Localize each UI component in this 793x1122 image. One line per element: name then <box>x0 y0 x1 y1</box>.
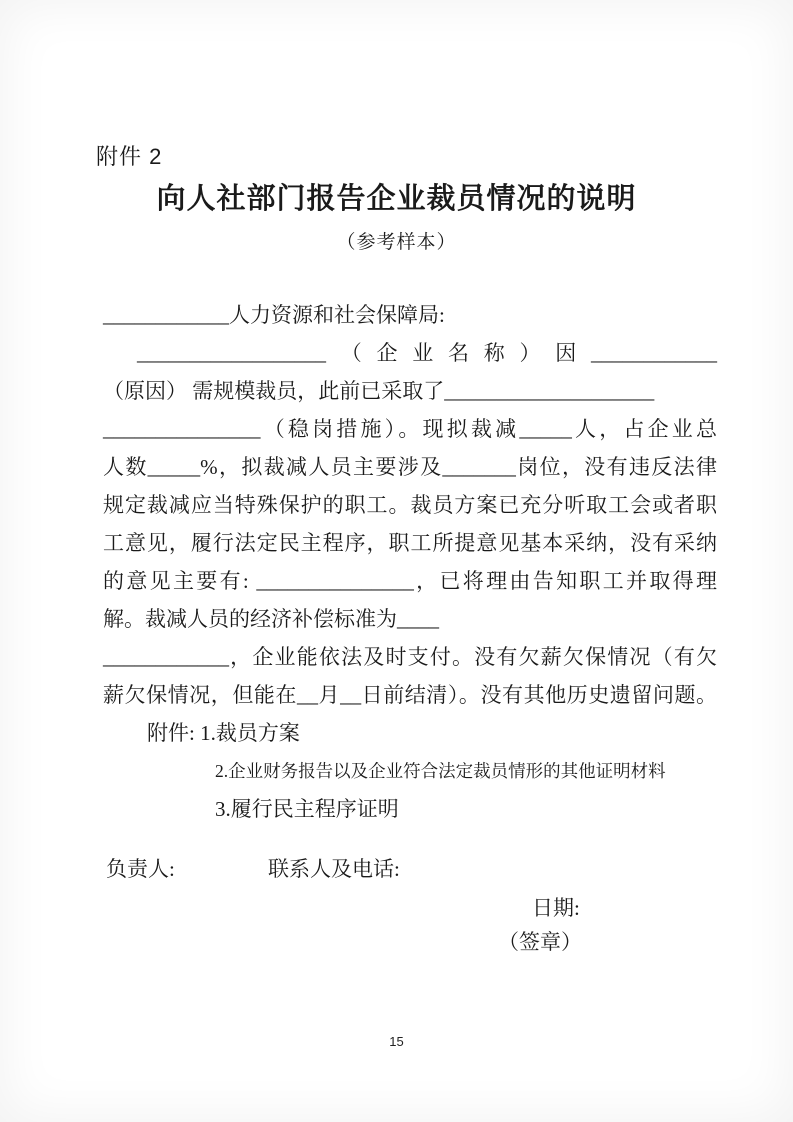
body-line-payment: ____________，企业能依法及时支付。没有欠薪欠保情况（有欠 <box>103 645 717 669</box>
page-number: 15 <box>389 1034 404 1049</box>
body-line-protection: 规定裁减应当特殊保护的职工。裁员方案已充分听取工会或者职 <box>103 493 717 517</box>
document-title: 向人社部门报告企业裁员情况的说明 <box>156 183 637 215</box>
body-line-salutation: ____________人力资源和社会保障局: <box>103 303 445 327</box>
body-line-reason: （原因） 需规模裁员，此前已采取了____________________ <box>103 379 655 403</box>
document-body <box>103 296 717 828</box>
body-line-company-name: __________________（企业名称）因____________ <box>137 341 717 365</box>
body-line-stabilization-measures: _______________（稳岗措施）。现拟裁减_____人，占企业总 <box>103 417 717 441</box>
contact-person-phone-label: 联系人及电话: <box>268 857 400 881</box>
attachment-list-item-3: 3.履行民主程序证明 <box>215 797 399 821</box>
body-line-union-opinion: 工意见，履行法定民主程序，职工所提意见基本采纳，没有采纳 <box>103 531 717 555</box>
responsible-person-label: 负责人: <box>106 857 175 881</box>
body-line-headcount: 人数_____%，拟裁减人员主要涉及_______岗位，没有违反法律 <box>103 455 717 479</box>
body-line-unadopted-opinions: 的意见主要有: _______________，已将理由告知职工并取得理 <box>103 569 717 593</box>
body-line-compensation-standard: 解。裁减人员的经济补偿标准为____ <box>103 607 439 631</box>
attachment-label: 附件 2 <box>96 144 163 169</box>
seal-label: （签章） <box>498 930 582 954</box>
date-label: 日期: <box>532 896 580 920</box>
attachment-list-item-1: 附件: 1.裁员方案 <box>147 721 300 745</box>
document-subtitle: （参考样本） <box>336 232 457 253</box>
body-line-arrears: 薪欠保情况，但能在__月__日前结清）。没有其他历史遗留问题。 <box>103 683 717 707</box>
attachment-list-item-2: 2.企业财务报告以及企业符合法定裁员情形的其他证明材料 <box>215 761 666 781</box>
